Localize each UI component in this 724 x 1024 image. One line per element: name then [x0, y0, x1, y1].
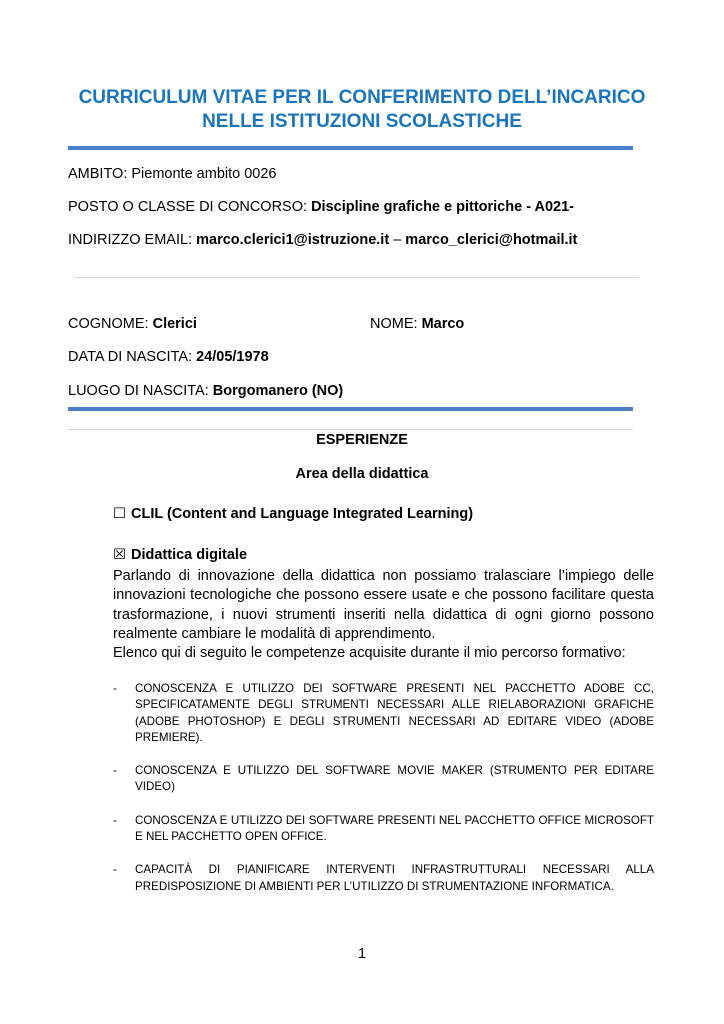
posto-line	[68, 198, 574, 216]
checkbox-checked-icon: ☒	[113, 547, 126, 563]
list-item	[113, 862, 654, 895]
nome-line	[370, 315, 464, 333]
ambito-label: AMBITO:	[68, 166, 128, 182]
email-value-2: marco_clerici@hotmail.it	[405, 232, 578, 248]
email-separator: –	[393, 232, 402, 248]
section-title: ESPERIENZE	[316, 432, 408, 448]
list-item-text: CONOSCENZA E UTILIZZO DEI SOFTWARE PRESENTI NEL PACCHETTO ADOBE CC, SPECIFICATAMENTE DEGLI STRUMENTI NECESSARI ALLE RIELABORAZIONI GRAFICHE (ADOBE PHOTOSHOP) E DEGLI STRUMENTI NECESSARI AD EDITARE VIDEO (ADOBE PREMIERE).	[135, 682, 654, 744]
section-divider-2	[68, 429, 633, 430]
subsection-title: Area della didattica	[295, 466, 429, 482]
nome-label: NOME:	[370, 316, 418, 332]
data-nascita-line	[68, 348, 269, 366]
document-title	[60, 86, 664, 134]
ambito-line	[68, 165, 276, 183]
list-item-text: CAPACITÀ DI PIANIFICARE INTERVENTI INFRASTRUTTURALI NECESSARI ALLA PREDISPOSIZIONE DI AMBIENTI PER L’UTILIZZO DI STRUMENTAZIONE INFORMATICA.	[135, 863, 654, 893]
posto-label: POSTO O CLASSE DI CONCORSO:	[68, 199, 308, 215]
cognome-value: Clerici	[152, 316, 197, 332]
luogo-nascita-label: LUOGO DI NASCITA:	[68, 383, 209, 399]
didattica-description	[113, 567, 654, 663]
section-divider-1	[75, 277, 638, 278]
list-dash: -	[113, 813, 117, 827]
cognome-label: COGNOME:	[68, 316, 149, 332]
list-dash: -	[113, 682, 117, 695]
data-nascita-label: DATA DI NASCITA:	[68, 349, 193, 365]
checkbox-unchecked-icon: ☐	[113, 506, 126, 522]
title-divider	[68, 146, 633, 150]
clil-option	[113, 506, 473, 522]
ambito-value: Piemonte ambito 0026	[131, 166, 277, 182]
didattica-option	[113, 547, 247, 563]
title-line-1: CURRICULUM VITAE PER IL CONFERIMENTO DELL’INCARICO	[78, 87, 646, 108]
list-item	[113, 681, 654, 746]
data-nascita-value: 24/05/1978	[196, 349, 269, 365]
list-item	[113, 813, 654, 846]
list-item	[113, 763, 654, 796]
didattica-paragraph-1: Parlando di innovazione della didattica non possiamo tralasciare l’impiego delle innovazioni tecnologiche che possono essere usate e che possono facilitare questa trasformazione, i nuovi strumenti inseriti nella didattica di ogni giorno possono realmente cambiare le modalità di apprendimento.	[113, 568, 654, 642]
email-value-1: marco.clerici1@istruzione.it	[196, 232, 390, 248]
didattica-paragraph-2: Elenco qui di seguito le competenze acquisite durante il mio percorso formativo:	[113, 645, 626, 662]
page-number: 1	[357, 946, 367, 962]
list-item-text: CONOSCENZA E UTILIZZO DEI SOFTWARE PRESENTI NEL PACCHETTO OFFICE MICROSOFT E NEL PACCHETTO OPEN OFFICE.	[135, 813, 654, 844]
personal-divider	[68, 407, 633, 411]
luogo-nascita-line	[68, 382, 343, 400]
list-dash: -	[113, 764, 117, 778]
list-item-text: CONOSCENZA E UTILIZZO DEL SOFTWARE MOVIE MAKER (STRUMENTO PER EDITARE VIDEO)	[135, 764, 654, 794]
list-dash: -	[113, 863, 117, 877]
email-line	[68, 231, 577, 249]
luogo-nascita-value: Borgomanero (NO)	[212, 383, 344, 399]
competenze-list	[113, 681, 654, 912]
email-label: INDIRIZZO EMAIL:	[68, 232, 193, 248]
clil-label: CLIL (Content and Language Integrated Learning)	[131, 506, 474, 522]
didattica-label: Didattica digitale	[131, 547, 248, 563]
cognome-line	[68, 315, 197, 333]
posto-value: Discipline grafiche e pittoriche - A021-	[311, 199, 575, 215]
nome-value: Marco	[421, 316, 465, 332]
title-line-2: NELLE ISTITUZIONI SCOLASTICHE	[202, 111, 522, 132]
